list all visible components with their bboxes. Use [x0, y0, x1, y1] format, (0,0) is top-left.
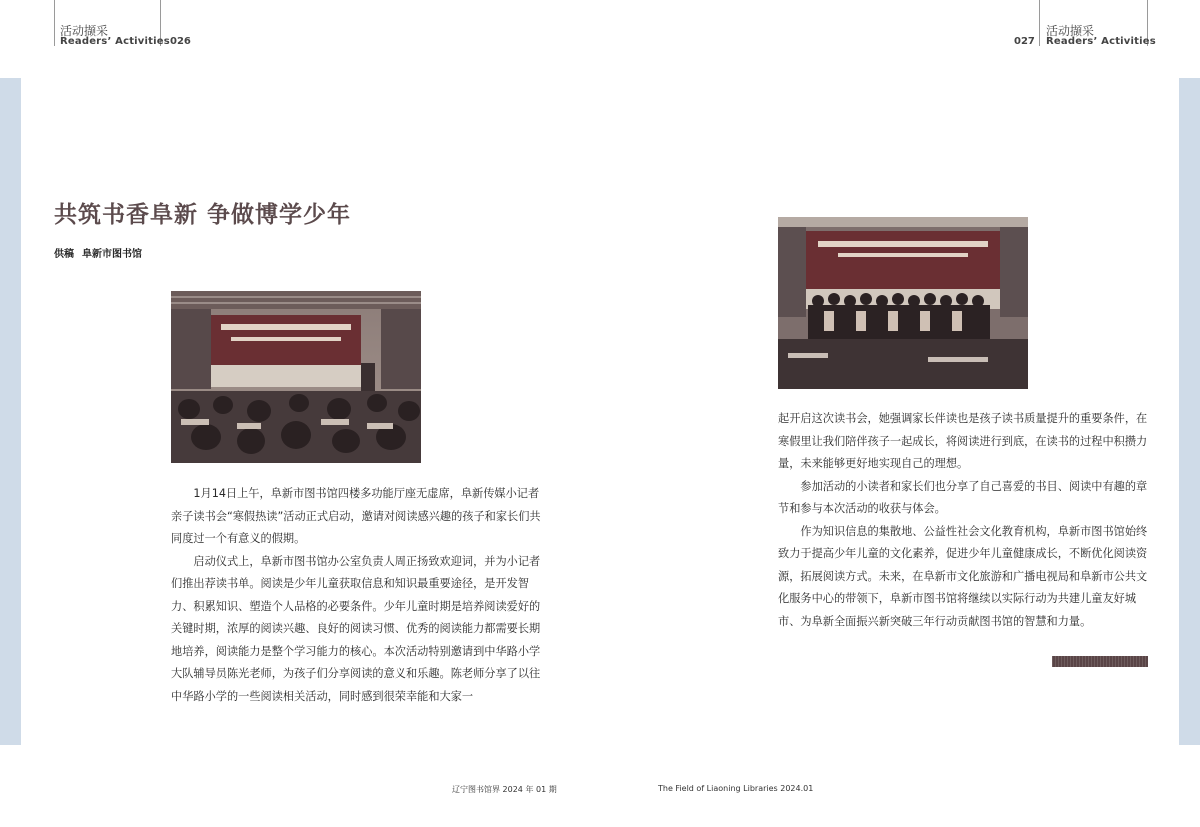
- footer-right: The Field of Liaoning Libraries 2024.01: [658, 784, 814, 793]
- paragraph: 起开启这次读书会，她强调家长伴读也是孩子读书质量提升的重要条件，在寒假里让我们陪伴孩子一起成长，将阅读进行到底，在读书的过程中积攒力量，未来能够更好地实现自己的理想。: [778, 412, 1148, 470]
- article-body-right: [778, 408, 1150, 633]
- header-left-section-en: Readers’ Activities: [60, 36, 170, 47]
- paragraph: 1月14日上午，阜新市图书馆四楼多功能厅座无虚席，阜新传媒小记者亲子读书会“寒假热读”活动正式启动，邀请对阅读感兴趣的孩子和家长们共同度过一个有意义的假期。: [171, 487, 541, 545]
- right-side-bar: [1179, 78, 1200, 745]
- paragraph: 参加活动的小读者和家长们也分享了自己喜爱的书目、阅读中有趣的章节和参与本次活动的收获与体会。: [778, 479, 1148, 515]
- photo-group-standing: [778, 217, 1028, 389]
- byline-source: 阜新市图书馆: [82, 249, 142, 260]
- header-right-section-en: Readers’ Activities: [1046, 36, 1156, 47]
- article-body-left: [171, 483, 544, 708]
- paragraph: 作为知识信息的集散地、公益性社会文化教育机构，阜新市图书馆始终致力于提高少年儿童的文化素养，促进少年儿童健康成长，不断优化阅读资源，拓展阅读方式。未来，在阜新市文化旅游和广播电视局和阜新市公共文化服务中心的带领下，阜新市图书馆将继续以实际行动为共建儿童友好城市、为阜新全面振兴新突破三年行动贡献图书馆的智慧和力量。: [778, 524, 1148, 628]
- footer-left: 辽宁图书馆界 2024 年 01 期: [452, 785, 557, 794]
- header-right-section-cn: 活动撷采: [1046, 24, 1095, 38]
- header-left-page-number: 026: [170, 36, 191, 47]
- header-right-rule: [1039, 0, 1040, 46]
- paragraph: 启动仪式上，阜新市图书馆办公室负责人周正扬致欢迎词，并为小记者们推出荐读书单。阅读是少年儿童获取信息和知识最重要途径，是开发智力、积累知识、塑造个人品格的必要条件。少年儿童时期是培养阅读爱好的关键时期，浓厚的阅读兴趣、良好的阅读习惯、优秀的阅读能力都需要长期地培养，阅读能力是整个学习能力的核心。本次活动特别邀请到中华路小学大队辅导员陈光老师，为孩子们分享阅读的意义和乐趣。陈老师分享了以往中华路小学的一些阅读相关活动，同时感到很荣幸能和大家一: [171, 554, 541, 703]
- photo-meeting-room: [171, 291, 421, 463]
- article-byline: [54, 245, 142, 260]
- left-side-bar: [0, 78, 21, 745]
- header-left-rule: [54, 0, 55, 46]
- article-title: 共筑书香阜新 争做博学少年: [54, 201, 352, 228]
- article-end-bar: [1052, 656, 1148, 667]
- byline-label: 供稿: [54, 249, 74, 260]
- header-left-section-cn: 活动撷采: [60, 24, 109, 38]
- header-right-page-number: 027: [1014, 36, 1035, 47]
